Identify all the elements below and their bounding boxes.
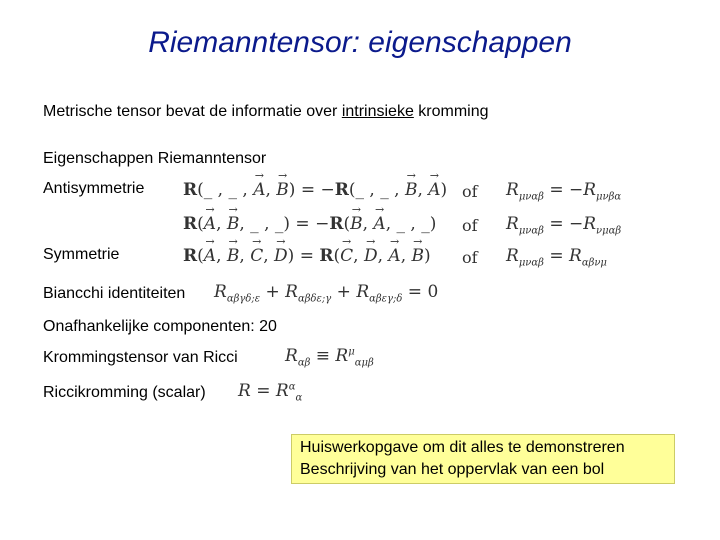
antisymmetry-label: Antisymmetrie <box>43 180 145 197</box>
bianchi-label: Biancchi identiteiten <box>43 285 186 302</box>
of-word-1: of <box>462 182 478 201</box>
antisymmetry-index-2: $R_{\mu\nu\alpha\beta} = -R_{\nu\mu\alpha\beta}$ <box>506 214 622 237</box>
antisymmetry-equation-1: R(_ , _ , → A, → B) = −R(_ , _ , → B, → A) <box>183 180 447 200</box>
antisymmetry-equation-2: R(→ A, → B, _ , _) = −R(→ B, → A, _ , _) <box>183 214 436 234</box>
ricci-scalar-label: Riccikromming (scalar) <box>43 384 206 401</box>
of-word-3: of <box>462 248 478 267</box>
antisymmetry-index-1: $R_{\mu\nu\alpha\beta} = -R_{\mu\nu\beta\alpha}$ <box>506 180 622 203</box>
ricci-tensor-label: Krommingstensor van Ricci <box>43 349 238 366</box>
symmetry-equation: R(→ A, → B, → C, → D) = R(→ C, → D, → A, → B) <box>183 246 431 266</box>
homework-line-2: Beschrijving van het oppervlak van een bol <box>300 461 605 478</box>
ricci-scalar-equation: $R = R^\alpha_\alpha$ <box>238 381 303 404</box>
intro-text <box>43 103 489 121</box>
intro-suffix: kromming <box>413 103 489 120</box>
slide-title: Riemanntensor: eigenschappen <box>148 26 572 59</box>
components-label: Onafhankelijke componenten: 20 <box>43 318 277 335</box>
intro-prefix: Metrische tensor bevat de informatie over <box>43 103 342 120</box>
homework-box <box>291 434 675 484</box>
homework-line-1: Huiswerkopgave om dit alles te demonstreren <box>300 439 625 456</box>
symmetry-label: Symmetrie <box>43 246 120 263</box>
intro-underlined-word: intrinsieke <box>341 103 414 120</box>
bianchi-equation: $R_{\alpha\beta\gamma\delta;\varepsilon} + R_{\alpha\beta\delta\varepsilon;\gamma} + R_{\alpha\beta\varepsilon\gamma;\delta} = 0$ <box>214 282 439 305</box>
symmetry-index: $R_{\mu\nu\alpha\beta} = R_{\alpha\beta\nu\mu}$ <box>506 246 607 269</box>
properties-heading: Eigenschappen Riemanntensor <box>43 150 267 167</box>
of-word-2: of <box>462 216 478 235</box>
ricci-tensor-equation: $R_{\alpha\beta} \equiv R^\mu_{\alpha\mu\beta}$ <box>285 346 374 369</box>
